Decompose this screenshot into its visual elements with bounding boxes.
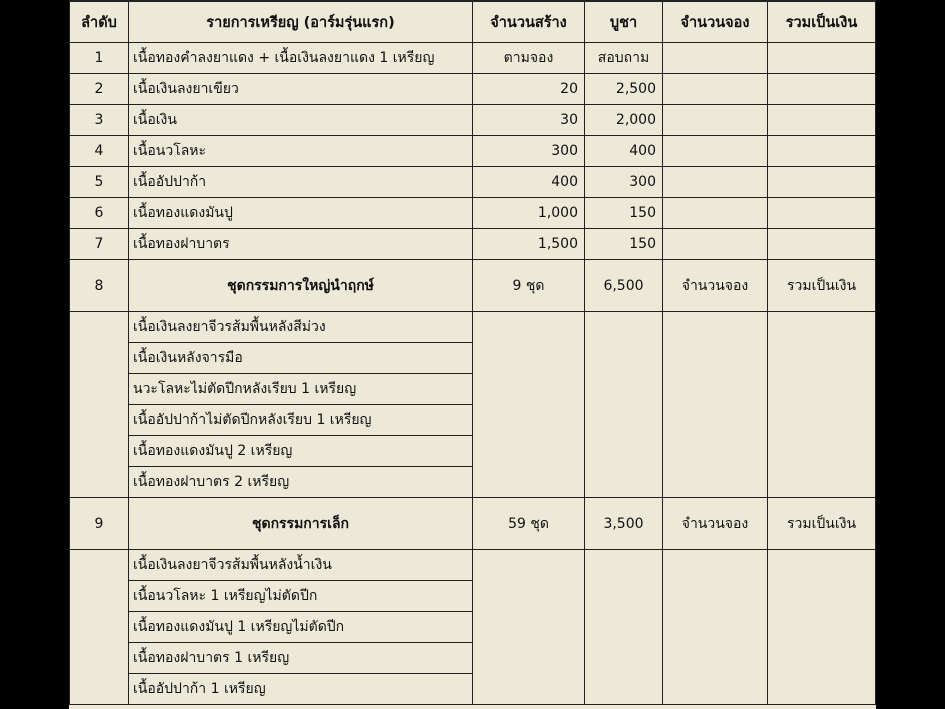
row-price: 2,500 <box>585 74 663 105</box>
header-qty: จำนวนสร้าง <box>473 1 585 43</box>
row-price: 300 <box>585 167 663 198</box>
medal-price-table <box>69 0 876 705</box>
set-big-no-span <box>70 312 129 498</box>
set-small-item: เนื้อทองแดงมันปู 1 เหรียญไม่ตัดปีก <box>129 612 473 643</box>
set-small-total-span <box>768 550 876 705</box>
set-big-total: รวมเป็นเงิน <box>768 260 876 312</box>
row-total <box>768 105 876 136</box>
set-big-price-span <box>585 312 663 498</box>
set-big-item: เนื้อทองแดงมันปู 2 เหรียญ <box>129 436 473 467</box>
row-no: 1 <box>70 43 129 74</box>
set-small-item: เนื้อเงินลงยาจีวรส้มพื้นหลังน้ำเงิน <box>129 550 473 581</box>
row-price: สอบถาม <box>585 43 663 74</box>
set-small-no: 9 <box>70 498 129 550</box>
price-list-sheet <box>69 0 876 709</box>
set-small-qty-span <box>473 550 585 705</box>
row-no: 5 <box>70 167 129 198</box>
set-big-item: เนื้อเงินลงยาจีวรส้มพื้นหลังสีม่วง <box>129 312 473 343</box>
set-big-item: เนื้ออัปปาก้าไม่ตัดปีกหลังเรียบ 1 เหรียญ <box>129 405 473 436</box>
row-total <box>768 229 876 260</box>
row-reserve <box>663 167 768 198</box>
header-reserve: จำนวนจอง <box>663 1 768 43</box>
set-big-reserve-span <box>663 312 768 498</box>
row-qty: ตามจอง <box>473 43 585 74</box>
row-qty: 30 <box>473 105 585 136</box>
row-item: เนื้อเงิน <box>129 105 473 136</box>
table-row <box>70 229 876 260</box>
row-price: 150 <box>585 229 663 260</box>
row-total <box>768 74 876 105</box>
row-item: เนื้อทองแดงมันปู <box>129 198 473 229</box>
table-row <box>70 136 876 167</box>
set-big-reserve: จำนวนจอง <box>663 260 768 312</box>
set-big-item: เนื้อเงินหลังจารมือ <box>129 343 473 374</box>
header-no: ลำดับ <box>70 1 129 43</box>
table-row <box>70 105 876 136</box>
row-item: เนื้อทองคำลงยาแดง + เนื้อเงินลงยาแดง 1 เหรียญ <box>129 43 473 74</box>
row-price: 400 <box>585 136 663 167</box>
row-reserve <box>663 43 768 74</box>
row-qty: 1,000 <box>473 198 585 229</box>
set-small-qty: 59 ชุด <box>473 498 585 550</box>
set-big-item-row <box>70 312 876 343</box>
row-item: เนื้อเงินลงยาเขียว <box>129 74 473 105</box>
row-total <box>768 136 876 167</box>
row-item: เนื้อทองฝาบาตร <box>129 229 473 260</box>
set-small-total: รวมเป็นเงิน <box>768 498 876 550</box>
table-row <box>70 74 876 105</box>
header-price: บูชา <box>585 1 663 43</box>
set-big-no: 8 <box>70 260 129 312</box>
set-small-reserve: จำนวนจอง <box>663 498 768 550</box>
set-small-reserve-span <box>663 550 768 705</box>
header-row <box>70 1 876 43</box>
row-reserve <box>663 74 768 105</box>
set-big-qty-span <box>473 312 585 498</box>
set-small-row <box>70 498 876 550</box>
row-price: 150 <box>585 198 663 229</box>
row-no: 4 <box>70 136 129 167</box>
set-big-item: นวะโลหะไม่ตัดปีกหลังเรียบ 1 เหรียญ <box>129 374 473 405</box>
set-small-item-row <box>70 550 876 581</box>
set-big-price: 6,500 <box>585 260 663 312</box>
row-price: 2,000 <box>585 105 663 136</box>
row-qty: 400 <box>473 167 585 198</box>
set-big-item: เนื้อทองฝาบาตร 2 เหรียญ <box>129 467 473 498</box>
set-big-row <box>70 260 876 312</box>
table-row <box>70 198 876 229</box>
row-item: เนื้อนวโลหะ <box>129 136 473 167</box>
row-reserve <box>663 229 768 260</box>
row-reserve <box>663 198 768 229</box>
set-big-total-span <box>768 312 876 498</box>
row-total <box>768 198 876 229</box>
header-total: รวมเป็นเงิน <box>768 1 876 43</box>
row-qty: 300 <box>473 136 585 167</box>
row-total <box>768 167 876 198</box>
header-item: รายการเหรียญ (อาร์มรุ่นแรก) <box>129 1 473 43</box>
set-big-title: ชุดกรรมการใหญ่นำฤกษ์ <box>129 260 473 312</box>
table-row <box>70 43 876 74</box>
set-small-item: เนื้อนวโลหะ 1 เหรียญไม่ตัดปีก <box>129 581 473 612</box>
row-reserve <box>663 136 768 167</box>
set-small-no-span <box>70 550 129 705</box>
set-small-item: เนื้ออัปปาก้า 1 เหรียญ <box>129 674 473 705</box>
row-reserve <box>663 105 768 136</box>
row-item: เนื้ออัปปาก้า <box>129 167 473 198</box>
row-total <box>768 43 876 74</box>
set-small-title: ชุดกรรมการเล็ก <box>129 498 473 550</box>
set-small-item: เนื้อทองฝาบาตร 1 เหรียญ <box>129 643 473 674</box>
row-qty: 1,500 <box>473 229 585 260</box>
row-no: 7 <box>70 229 129 260</box>
row-no: 3 <box>70 105 129 136</box>
set-small-price-span <box>585 550 663 705</box>
table-row <box>70 167 876 198</box>
row-no: 2 <box>70 74 129 105</box>
row-no: 6 <box>70 198 129 229</box>
set-big-qty: 9 ชุด <box>473 260 585 312</box>
set-small-price: 3,500 <box>585 498 663 550</box>
row-qty: 20 <box>473 74 585 105</box>
